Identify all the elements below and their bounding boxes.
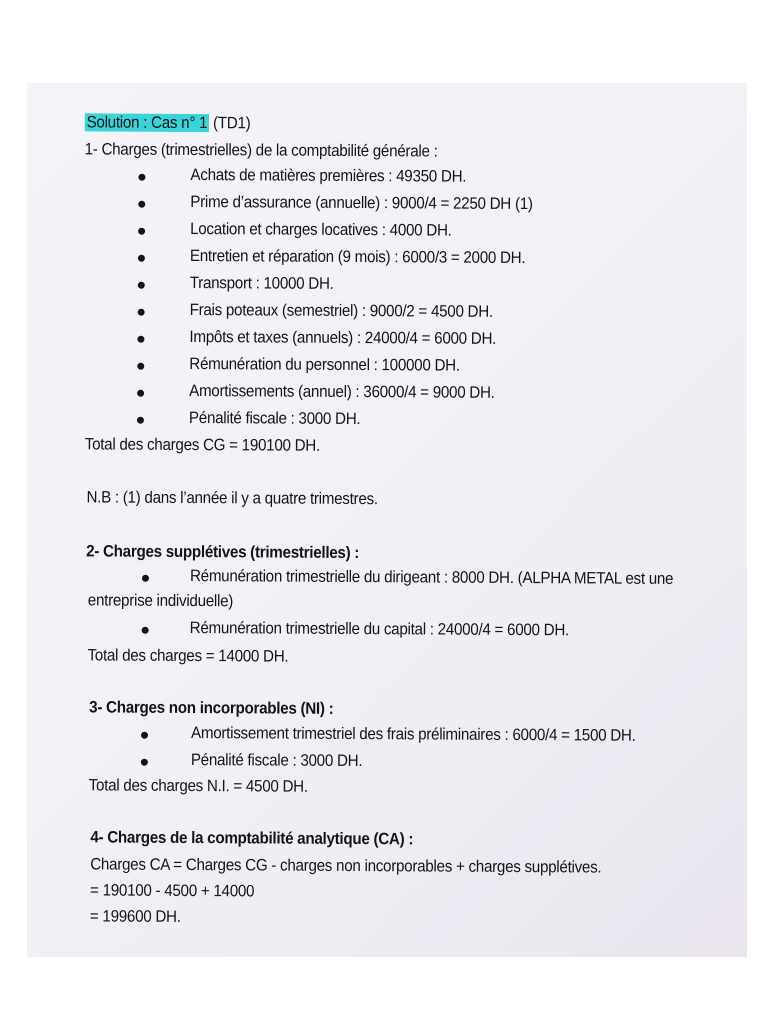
list-item: Pénalité fiscale : 3000 DH. bbox=[188, 408, 361, 429]
section1-heading: 1- Charges (trimestrielles) de la comptabilité générale : bbox=[84, 140, 438, 161]
bullet bbox=[138, 174, 145, 181]
list-item: Transport : 10000 DH. bbox=[189, 273, 334, 293]
section4-result: = 199600 DH. bbox=[89, 907, 181, 926]
title-rest: (TD1) bbox=[209, 114, 251, 133]
list-item: Impôts et taxes (annuels) : 24000/4 = 6000 DH. bbox=[189, 327, 497, 348]
list-item: Rémunération trimestrielle du capital : 24000/4 = 6000 DH. bbox=[189, 619, 570, 640]
section2-total: Total des charges = 14000 DH. bbox=[87, 646, 289, 666]
list-item: Achats de matières premières : 49350 DH. bbox=[190, 166, 467, 186]
list-item: Frais poteaux (semestriel) : 9000/2 = 4500 DH. bbox=[189, 300, 493, 321]
bullet bbox=[142, 627, 149, 634]
bullet bbox=[141, 759, 148, 766]
bullet bbox=[142, 575, 149, 582]
bullet bbox=[137, 363, 144, 370]
section3-total: Total des charges N.I. = 4500 DH. bbox=[88, 776, 308, 796]
document-sheet bbox=[27, 83, 747, 957]
bullet bbox=[137, 417, 144, 424]
section4-formula: Charges CA = Charges CG - charges non incorporables + charges supplétives. bbox=[90, 855, 602, 877]
bullet bbox=[138, 255, 145, 262]
bullet bbox=[137, 390, 144, 397]
section4-calc: = 190100 - 4500 + 14000 bbox=[90, 881, 255, 901]
bullet bbox=[138, 201, 145, 208]
section2-heading: 2- Charges supplétives (trimestrielles) : bbox=[86, 542, 360, 563]
list-item: Amortissements (annuel) : 36000/4 = 9000 DH. bbox=[189, 381, 495, 402]
section1-total: Total des charges CG = 190100 DH. bbox=[84, 435, 321, 455]
list-item: Rémunération du personnel : 100000 DH. bbox=[189, 354, 460, 375]
section4-heading: 4- Charges de la comptabilité analytique (CA) : bbox=[90, 828, 414, 849]
bullet bbox=[138, 282, 145, 289]
list-item: Rémunération trimestrielle du dirigeant : 8000 DH. (ALPHA METAL est une bbox=[189, 567, 674, 588]
document-photo bbox=[27, 83, 747, 957]
section3-heading: 3- Charges non incorporables (NI) : bbox=[89, 698, 334, 718]
bullet bbox=[138, 228, 145, 235]
list-item: Pénalité fiscale : 3000 DH. bbox=[190, 751, 363, 771]
solution-title bbox=[85, 113, 251, 133]
list-item: Location et charges locatives : 4000 DH. bbox=[190, 219, 452, 240]
bullet bbox=[141, 732, 148, 739]
list-item: Amortissement trimestriel des frais préliminaires : 6000/4 = 1500 DH. bbox=[190, 724, 636, 745]
list-item-continuation: entreprise individuelle) bbox=[87, 591, 234, 611]
note: N.B : (1) dans l’année il y a quatre trimestres. bbox=[86, 488, 378, 509]
bullet bbox=[138, 309, 145, 316]
list-item: Entretien et réparation (9 mois) : 6000/3 = 2000 DH. bbox=[189, 246, 526, 268]
title-highlight: Solution : Cas n° 1 bbox=[86, 113, 208, 133]
list-item: Prime d’assurance (annuelle) : 9000/4 = 2250 DH (1) bbox=[190, 192, 533, 214]
bullet bbox=[137, 336, 144, 343]
